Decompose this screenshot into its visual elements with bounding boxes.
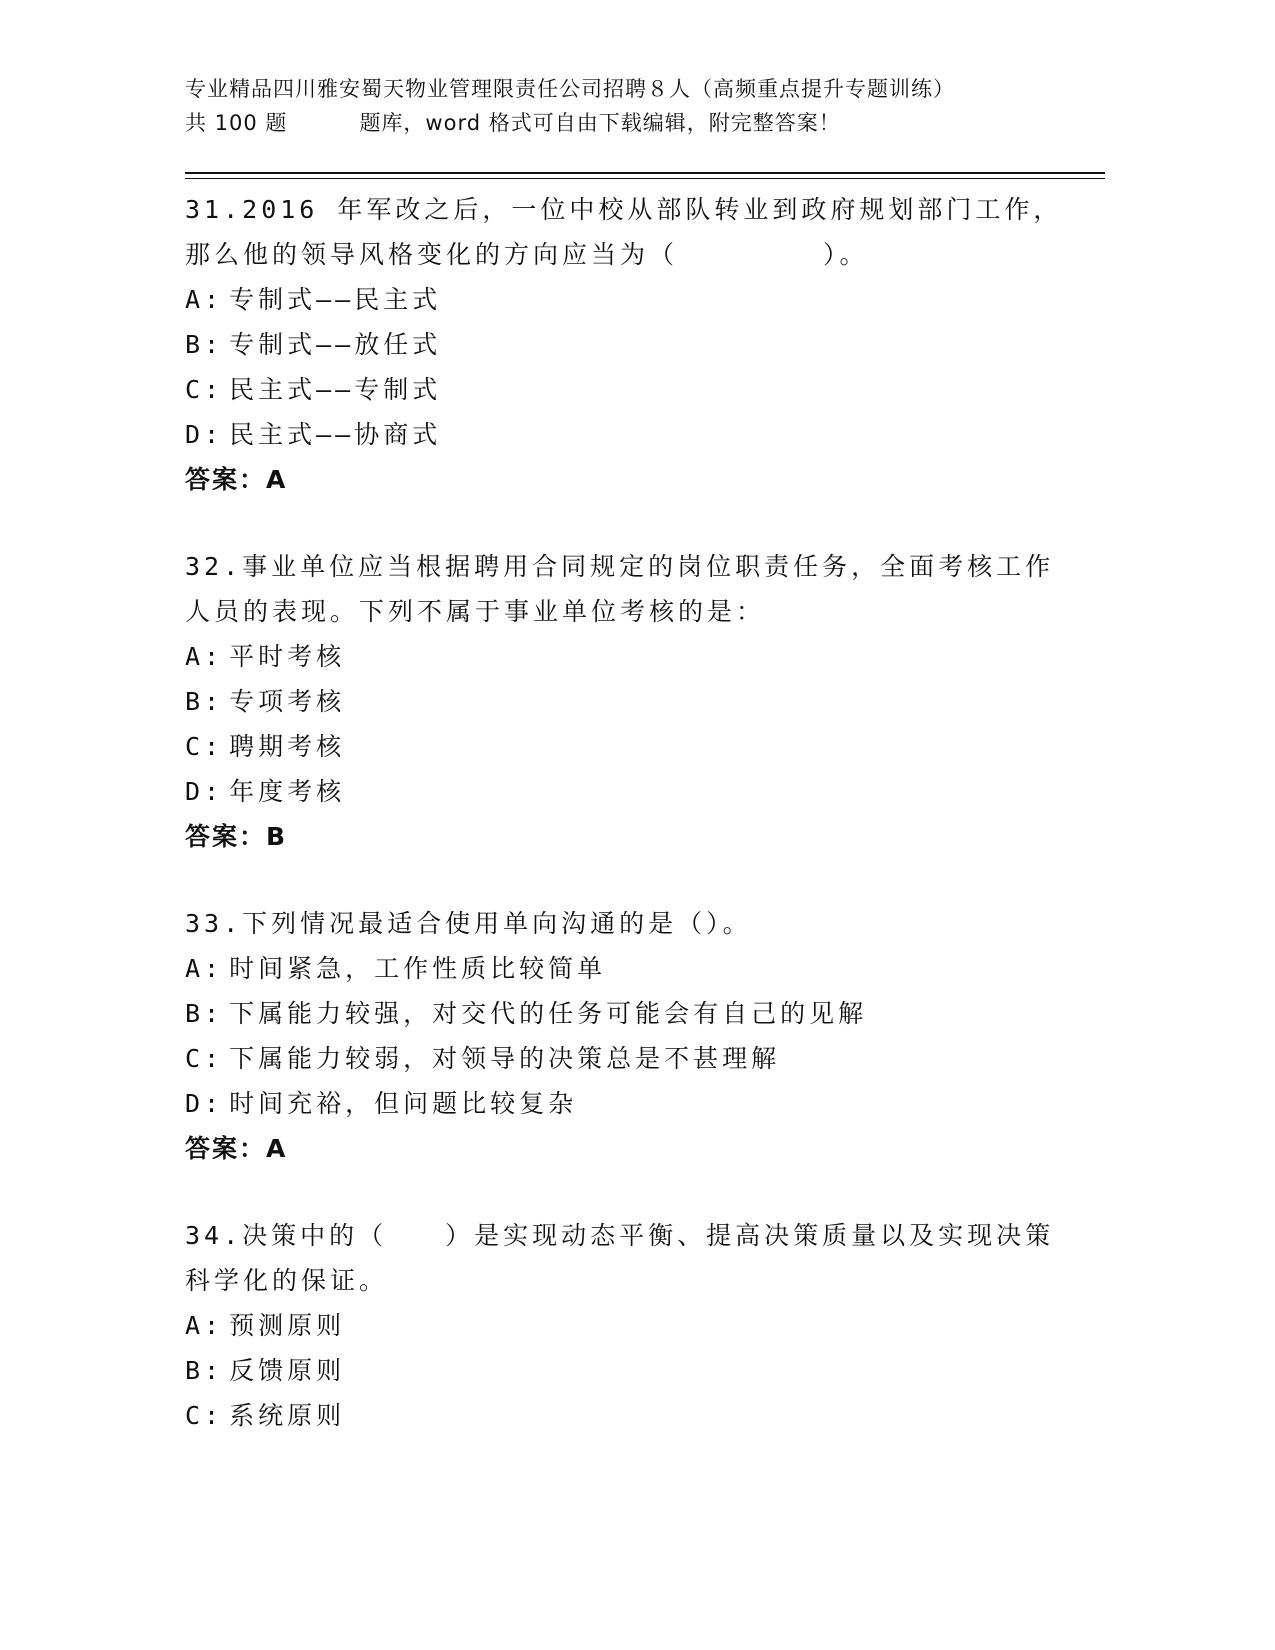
option-d <box>185 1081 1065 1126</box>
document-header <box>185 72 1105 140</box>
option-text: 专项考核 <box>229 687 346 716</box>
answer-line: 答案：A <box>185 465 288 494</box>
question-34 <box>185 1213 1065 1438</box>
option-a <box>185 634 1065 679</box>
question-31 <box>185 187 1065 502</box>
option-text: 专制式——放任式 <box>229 330 442 359</box>
option-text: 民主式——协商式 <box>229 420 442 449</box>
answer-line: 答案：A <box>185 1134 288 1163</box>
answer-line: 答案：B <box>185 822 288 851</box>
option-key: B: <box>185 1356 224 1385</box>
option-b <box>185 991 1065 1036</box>
option-key: D: <box>185 1089 224 1118</box>
question-list <box>185 187 1065 1480</box>
option-key: D: <box>185 420 224 449</box>
question-stem: 31.2016 年军改之后，一位中校从部队转业到政府规划部门工作，那么他的领导风格变化的方向应当为（ ）。 <box>185 195 1063 269</box>
option-text: 专制式——民主式 <box>229 285 442 314</box>
question-stem: 32.事业单位应当根据聘用合同规定的岗位职责任务，全面考核工作人员的表现。下列不属于事业单位考核的是： <box>185 552 1055 626</box>
option-d <box>185 412 1065 457</box>
question-32 <box>185 544 1065 859</box>
option-key: C: <box>185 732 224 761</box>
option-b <box>185 679 1065 724</box>
option-key: B: <box>185 687 224 716</box>
header-divider-thin <box>185 178 1105 179</box>
option-text: 时间紧急，工作性质比较简单 <box>229 954 607 983</box>
option-a <box>185 1303 1065 1348</box>
option-text: 聘期考核 <box>229 732 346 761</box>
option-key: C: <box>185 375 224 404</box>
option-d <box>185 769 1065 814</box>
option-c <box>185 367 1065 412</box>
option-key: B: <box>185 999 224 1028</box>
option-key: A: <box>185 285 224 314</box>
option-key: A: <box>185 1311 224 1340</box>
option-b <box>185 1348 1065 1393</box>
option-text: 反馈原则 <box>229 1356 346 1385</box>
option-key: D: <box>185 777 224 806</box>
option-text: 系统原则 <box>229 1401 346 1430</box>
question-stem: 33.下列情况最适合使用单向沟通的是（）。 <box>185 909 752 938</box>
header-divider-thick <box>185 172 1105 174</box>
header-description: 题库，word 格式可自由下载编辑，附完整答案！ <box>359 111 841 135</box>
option-text: 民主式——专制式 <box>229 375 442 404</box>
header-count: 共 100 题 <box>185 111 288 135</box>
option-key: C: <box>185 1044 224 1073</box>
header-subtitle <box>185 106 1105 140</box>
option-text: 下属能力较强，对交代的任务可能会有自己的见解 <box>229 999 868 1028</box>
option-b <box>185 322 1065 367</box>
option-key: A: <box>185 954 224 983</box>
header-title: 专业精品四川雅安蜀天物业管理限责任公司招聘８人（高频重点提升专题训练） <box>185 77 955 101</box>
option-text: 年度考核 <box>229 777 346 806</box>
question-stem: 34.决策中的（ ）是实现动态平衡、提高决策质量以及实现决策科学化的保证。 <box>185 1221 1055 1295</box>
option-c <box>185 1036 1065 1081</box>
option-a <box>185 277 1065 322</box>
option-key: B: <box>185 330 224 359</box>
option-text: 时间充裕，但问题比较复杂 <box>229 1089 578 1118</box>
option-text: 预测原则 <box>229 1311 346 1340</box>
option-c <box>185 724 1065 769</box>
option-text: 平时考核 <box>229 642 346 671</box>
question-33 <box>185 901 1065 1171</box>
option-key: C: <box>185 1401 224 1430</box>
option-c <box>185 1393 1065 1438</box>
option-a <box>185 946 1065 991</box>
option-key: A: <box>185 642 224 671</box>
option-text: 下属能力较弱，对领导的决策总是不甚理解 <box>229 1044 781 1073</box>
